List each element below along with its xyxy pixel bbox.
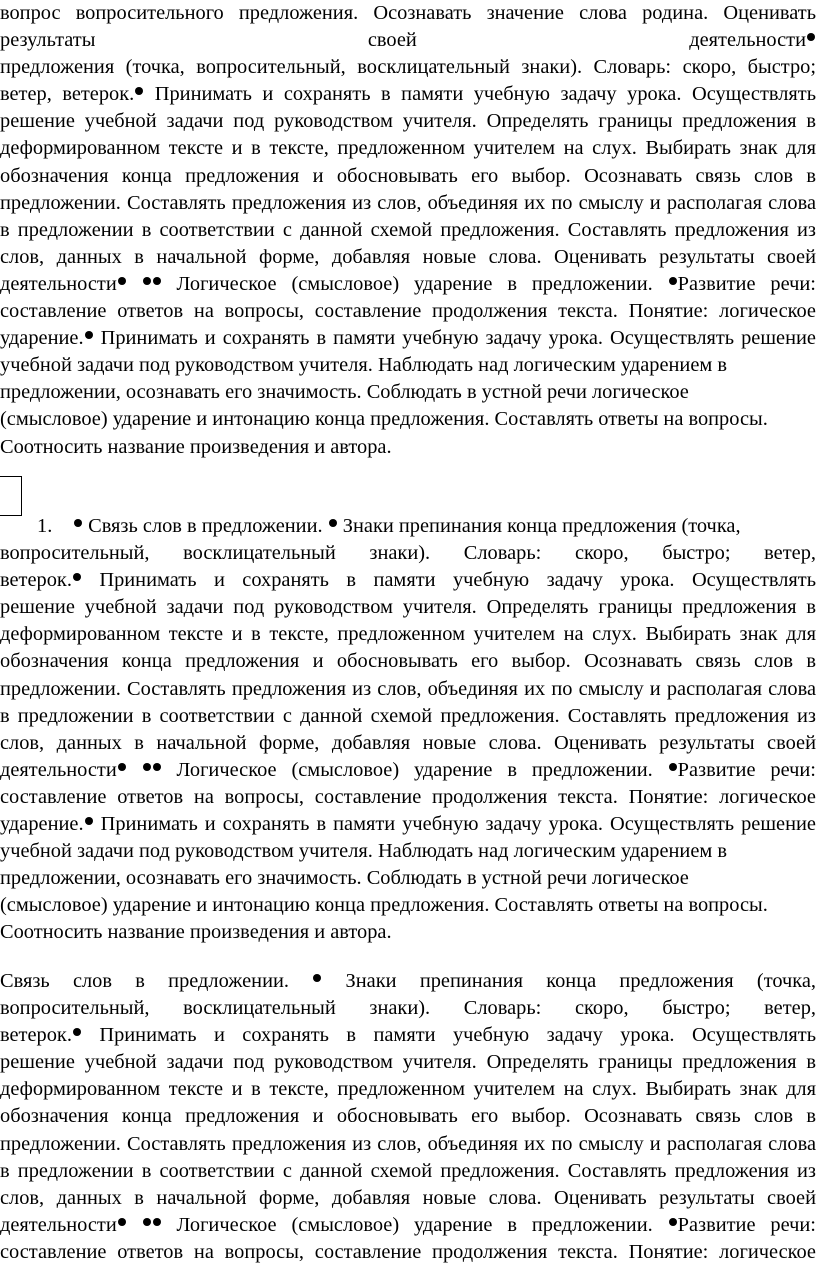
text-line <box>0 27 816 54</box>
bullet-icon <box>329 519 337 527</box>
text-run: Знаки препинания конца предложения (точка, <box>322 970 816 992</box>
text-run: Соотносить название произведения и автора. <box>0 921 392 944</box>
text-run: ветерок. <box>0 1024 72 1047</box>
text-run: ударение. <box>0 813 84 836</box>
bullet-icon <box>135 87 143 95</box>
text-line <box>0 648 816 675</box>
text-line <box>0 919 816 946</box>
text-run: учебной задачи под руководством учителя. Наблюдать над логическим ударением в <box>0 354 728 377</box>
text-run: составление ответов на вопросы, составление продолжения текста. Понятие: логическое <box>0 300 816 323</box>
text-run: слов, данных в начальной форме, добавляя новые слова. Оценивать результаты своей <box>0 1186 816 1209</box>
bullet-icon <box>143 277 151 285</box>
text-line <box>0 838 816 865</box>
text-line <box>0 190 816 217</box>
text-run: ударение. <box>0 327 84 350</box>
text-line <box>0 1239 816 1266</box>
text-line <box>0 540 816 567</box>
bullet-icon <box>153 763 161 771</box>
text-line <box>0 1049 816 1076</box>
bullet-icon <box>74 519 82 527</box>
text-line <box>0 1212 816 1239</box>
paragraph-list-item-1 <box>0 513 816 947</box>
bullet-icon <box>73 1028 81 1036</box>
text-run: учебной задачи под руководством учителя. Наблюдать над логическим ударением в <box>0 840 728 863</box>
text-line <box>0 1022 816 1049</box>
text-line <box>0 1131 816 1158</box>
list-number: 1. <box>37 515 53 537</box>
text-line <box>0 621 816 648</box>
text-line <box>0 676 816 703</box>
text-line <box>0 379 816 406</box>
text-line <box>0 217 816 244</box>
text-run: (смысловое) ударение и интонацию конца предложения. Составлять ответы на вопросы. <box>0 408 768 431</box>
text-line <box>0 757 816 784</box>
text-run: предложении. Составлять предложения из слов, объединяя их по смыслу и располагая слова <box>0 677 816 700</box>
text-line <box>0 163 816 190</box>
text-word: своей <box>367 29 417 52</box>
text-line <box>0 968 816 995</box>
text-run: предложения (точка, вопросительный, восклицательный знаки). Словарь: скоро, быстро; <box>0 56 816 79</box>
text-run: (смысловое) ударение и интонацию конца предложения. Составлять ответы на вопросы. <box>0 894 768 917</box>
text-run: деятельности <box>0 758 117 781</box>
text-line <box>0 784 816 811</box>
text-run: в предложении в соответствии с данной схемой предложения. Составлять предложения из <box>0 218 816 241</box>
text-run: обозначения конца предложения и обосновывать его выбор. Осознавать связь слов в <box>0 164 816 187</box>
text-line <box>0 0 816 27</box>
text-run: предложении. Составлять предложения из слов, объединяя их по смыслу и располагая слова <box>0 191 816 214</box>
text-line <box>0 81 816 108</box>
text-run: предложении, осознавать его значимость. Соблюдать в устной речи логическое <box>0 381 689 404</box>
text-run: слов, данных в начальной форме, добавляя новые слова. Оценивать результаты своей <box>0 731 816 754</box>
text-line <box>0 244 816 271</box>
bullet-icon <box>807 33 815 41</box>
text-line <box>0 54 816 81</box>
text-line <box>0 1103 816 1130</box>
text-run: вопросительный, восклицательный знаки). Словарь: скоро, быстро; ветер, <box>0 997 816 1020</box>
bullet-icon <box>143 763 151 771</box>
bullet-icon <box>313 974 321 982</box>
bullet-icon <box>669 277 677 285</box>
text-line <box>0 1185 816 1212</box>
text-run: деформированном тексте и в тексте, предложенном учителем на слух. Выбирать знак для <box>0 137 816 160</box>
bullet-icon <box>669 1218 677 1226</box>
text-run: составление ответов на вопросы, составление продолжения текста. Понятие: логическое <box>0 785 816 808</box>
text-run: в предложении в соответствии с данной схемой предложения. Составлять предложения из <box>0 704 816 727</box>
text-run: вопросительный, восклицательный знаки). Словарь: скоро, быстро; ветер, <box>0 542 816 565</box>
bullet-icon <box>118 277 126 285</box>
text-run: Принимать и сохранять в памяти учебную задачу урока. Осуществлять <box>144 83 816 106</box>
text-run: ветерок. <box>0 569 72 592</box>
text-run: Соотносить название произведения и автора. <box>0 435 392 458</box>
text-run: Логическое (смысловое) ударение в предложении. <box>176 272 653 295</box>
bullet-icon <box>85 817 93 825</box>
text-run: слов, данных в начальной форме, добавляя новые слова. Оценивать результаты своей <box>0 245 816 268</box>
text-word: результаты <box>0 29 96 52</box>
text-line <box>0 730 816 757</box>
text-run: Знаки препинания конца предложения (точка, <box>337 515 741 537</box>
text-run: решение учебной задачи под руководством учителя. Определять границы предложения в <box>0 596 816 619</box>
text-run: ветер, ветерок. <box>0 83 135 106</box>
text-line <box>0 594 816 621</box>
text-run: Развитие речи: <box>677 1213 816 1236</box>
bullet-icon <box>73 573 81 581</box>
bullet-icon <box>153 277 161 285</box>
text-line <box>0 135 816 162</box>
text-line <box>0 513 816 540</box>
text-run: Принимать и сохранять в памяти учебную задачу урока. Осуществлять <box>81 569 816 592</box>
text-line <box>0 865 816 892</box>
text-line <box>0 995 816 1022</box>
text-line <box>0 406 816 433</box>
text-line <box>0 1076 816 1103</box>
text-run: Связь слов в предложении. <box>83 515 328 537</box>
text-line <box>0 811 816 838</box>
text-run: вопрос вопросительного предложения. Осознавать значение слова родина. Оценивать <box>0 2 816 24</box>
text-run: деятельности <box>0 272 117 295</box>
text-line <box>0 434 816 461</box>
bullet-icon <box>153 1218 161 1226</box>
text-run: решение учебной задачи под руководством учителя. Определять границы предложения в <box>0 110 816 133</box>
text-run: Принимать и сохранять в памяти учебную задачу урока. Осуществлять решение <box>93 813 816 836</box>
text-line <box>0 703 816 730</box>
text-line <box>0 352 816 379</box>
text-run: предложении. Составлять предложения из слов, объединяя их по смыслу и располагая слова <box>0 1132 816 1155</box>
text-line <box>0 325 816 352</box>
text-line <box>0 892 816 919</box>
bullet-icon <box>143 1218 151 1226</box>
paragraph-1 <box>0 0 816 461</box>
text-line <box>0 1158 816 1185</box>
text-run: Развитие речи: <box>677 758 816 781</box>
bullet-icon <box>85 331 93 339</box>
text-run: Логическое (смысловое) ударение в предложении. <box>176 1213 653 1236</box>
text-run: предложении, осознавать его значимость. Соблюдать в устной речи логическое <box>0 867 689 890</box>
paragraph-3 <box>0 968 816 1266</box>
text-run: деятельности <box>0 1213 117 1236</box>
bullet-icon <box>118 763 126 771</box>
text-run: Развитие речи: <box>677 272 816 295</box>
text-run: составление ответов на вопросы, составление продолжения текста. Понятие: логическое <box>0 1240 816 1263</box>
text-run: решение учебной задачи под руководством учителя. Определять границы предложения в <box>0 1051 816 1074</box>
text-run: в предложении в соответствии с данной схемой предложения. Составлять предложения из <box>0 1159 816 1182</box>
text-line <box>0 298 816 325</box>
text-run: Принимать и сохранять в памяти учебную задачу урока. Осуществлять решение <box>93 327 816 350</box>
text-word: деятельности <box>689 29 806 52</box>
text-run: деформированном тексте и в тексте, предложенном учителем на слух. Выбирать знак для <box>0 1078 816 1101</box>
empty-box-marker <box>0 476 22 516</box>
text-run: обозначения конца предложения и обосновывать его выбор. Осознавать связь слов в <box>0 650 816 673</box>
text-run: Логическое (смысловое) ударение в предложении. <box>176 758 653 781</box>
text-run: Связь слов в предложении. <box>0 970 313 992</box>
text-line <box>0 108 816 135</box>
text-line <box>0 567 816 594</box>
bullet-icon <box>669 763 677 771</box>
bullet-icon <box>118 1218 126 1226</box>
text-run: Принимать и сохранять в памяти учебную задачу урока. Осуществлять <box>81 1024 816 1047</box>
text-run: деформированном тексте и в тексте, предложенном учителем на слух. Выбирать знак для <box>0 623 816 646</box>
text-run: обозначения конца предложения и обосновывать его выбор. Осознавать связь слов в <box>0 1105 816 1128</box>
text-line <box>0 271 816 298</box>
